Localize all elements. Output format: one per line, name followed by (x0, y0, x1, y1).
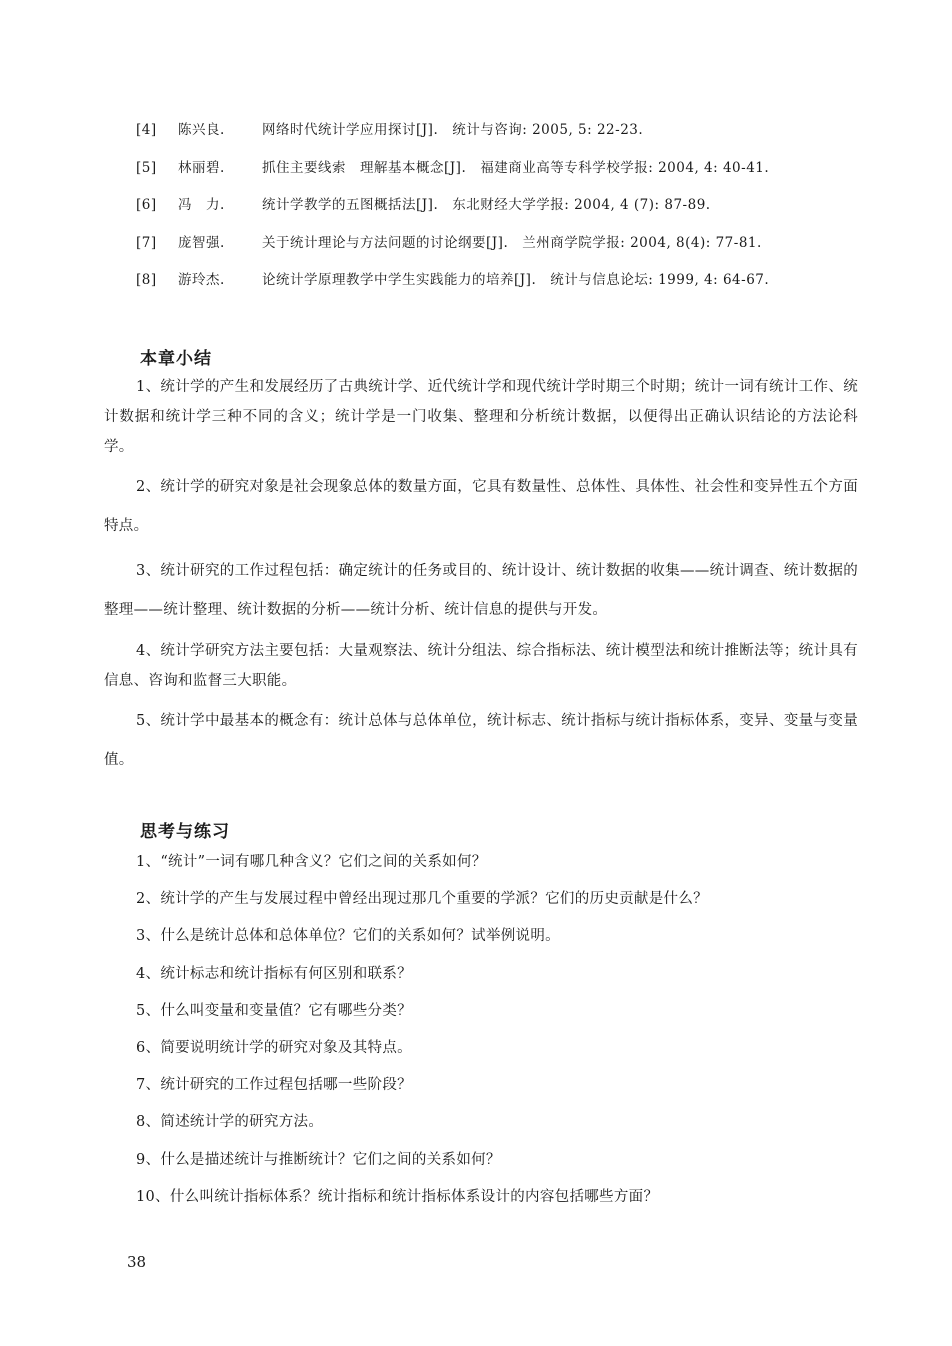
exercise-question: 9、什么是描述统计与推断统计？它们之间的关系如何？ (136, 1151, 501, 1168)
reference-source: 统计与信息论坛: 1999, 4: 64-67. (550, 272, 770, 288)
reference-source: 东北财经大学学报: 2004, 4 (7): 87-89. (452, 197, 711, 213)
exercises-heading: 思考与练习 (140, 822, 230, 842)
chapter-summary-heading: 本章小结 (140, 349, 212, 369)
exercise-list (136, 850, 866, 1222)
reference-source: 统计与咨询: 2005, 5: 22-23. (452, 122, 644, 138)
reference-title: 论统计学原理教学中学生实践能力的培养[J]. (262, 272, 537, 288)
exercise-question: 10、什么叫统计指标体系？统计指标和统计指标体系设计的内容包括哪些方面？ (136, 1188, 659, 1205)
reference-item (136, 193, 896, 231)
reference-item (136, 156, 896, 194)
chapter-summary (104, 372, 858, 786)
reference-author: 林丽碧. (178, 159, 225, 176)
reference-item (136, 118, 896, 156)
exercise-question: 1、“统计”一词有哪几种含义？它们之间的关系如何？ (136, 854, 487, 870)
exercise-question: 4、统计标志和统计指标有何区别和联系？ (136, 965, 412, 982)
reference-number: [6] (136, 197, 157, 213)
reference-title: 关于统计理论与方法问题的讨论纲要[J]. (262, 234, 509, 251)
exercise-question: 2、统计学的产生与发展过程中曾经出现过那几个重要的学派？它们的历史贡献是什么？ (136, 891, 708, 908)
summary-paragraph: 5、统计学中最基本的概念有：统计总体与总体单位，统计标志、统计指标与统计指标体系，变异、变量与变量值。 (104, 713, 858, 768)
reference-title: 抓住主要线索 理解基本概念[J]. (262, 159, 467, 176)
summary-paragraph: 1、统计学的产生和发展经历了古典统计学、近代统计学和现代统计学时期三个时期；统计一词有统计工作、统计数据和统计学三种不同的含义；统计学是一门收集、整理和分析统计数据，以便得出正确认识结论的方法论科学。 (104, 379, 858, 455)
reference-number: [7] (136, 234, 157, 251)
reference-title: 网络时代统计学应用探讨[J]. (262, 122, 439, 138)
reference-item (136, 231, 896, 269)
summary-paragraph: 3、统计研究的工作过程包括：确定统计的任务或目的、统计设计、统计数据的收集——统计调查、统计数据的整理——统计整理、统计数据的分析——统计分析、统计信息的提供与开发。 (104, 563, 858, 618)
reference-list (136, 118, 896, 306)
exercise-question: 6、简要说明统计学的研究对象及其特点。 (136, 1039, 412, 1056)
exercise-question: 7、统计研究的工作过程包括哪一些阶段？ (136, 1077, 412, 1094)
exercise-question: 3、什么是统计总体和总体单位？它们的关系如何？试举例说明。 (136, 928, 560, 945)
reference-title: 统计学教学的五图概括法[J]. (262, 197, 439, 213)
reference-author: 庞智强. (178, 234, 225, 251)
exercise-question: 8、简述统计学的研究方法。 (136, 1114, 324, 1131)
reference-number: [8] (136, 272, 157, 288)
reference-item (136, 268, 896, 306)
reference-number: [4] (136, 122, 157, 138)
page-number: 38 (127, 1253, 147, 1271)
reference-number: [5] (136, 159, 157, 176)
reference-author: 冯 力. (178, 197, 225, 213)
summary-paragraph: 4、统计学研究方法主要包括：大量观察法、统计分组法、综合指标法、统计模型法和统计推断法等；统计具有信息、咨询和监督三大职能。 (104, 643, 858, 689)
summary-paragraph: 2、统计学的研究对象是社会现象总体的数量方面，它具有数量性、总体性、具体性、社会性和变异性五个方面特点。 (104, 479, 858, 534)
reference-author: 陈兴良. (178, 122, 225, 138)
reference-source: 福建商业高等专科学校学报: 2004, 4: 40-41. (480, 159, 770, 176)
reference-author: 游玲杰. (178, 272, 225, 288)
reference-source: 兰州商学院学报: 2004, 8(4): 77-81. (522, 234, 762, 251)
exercise-question: 5、什么叫变量和变量值？它有哪些分类？ (136, 1002, 412, 1019)
